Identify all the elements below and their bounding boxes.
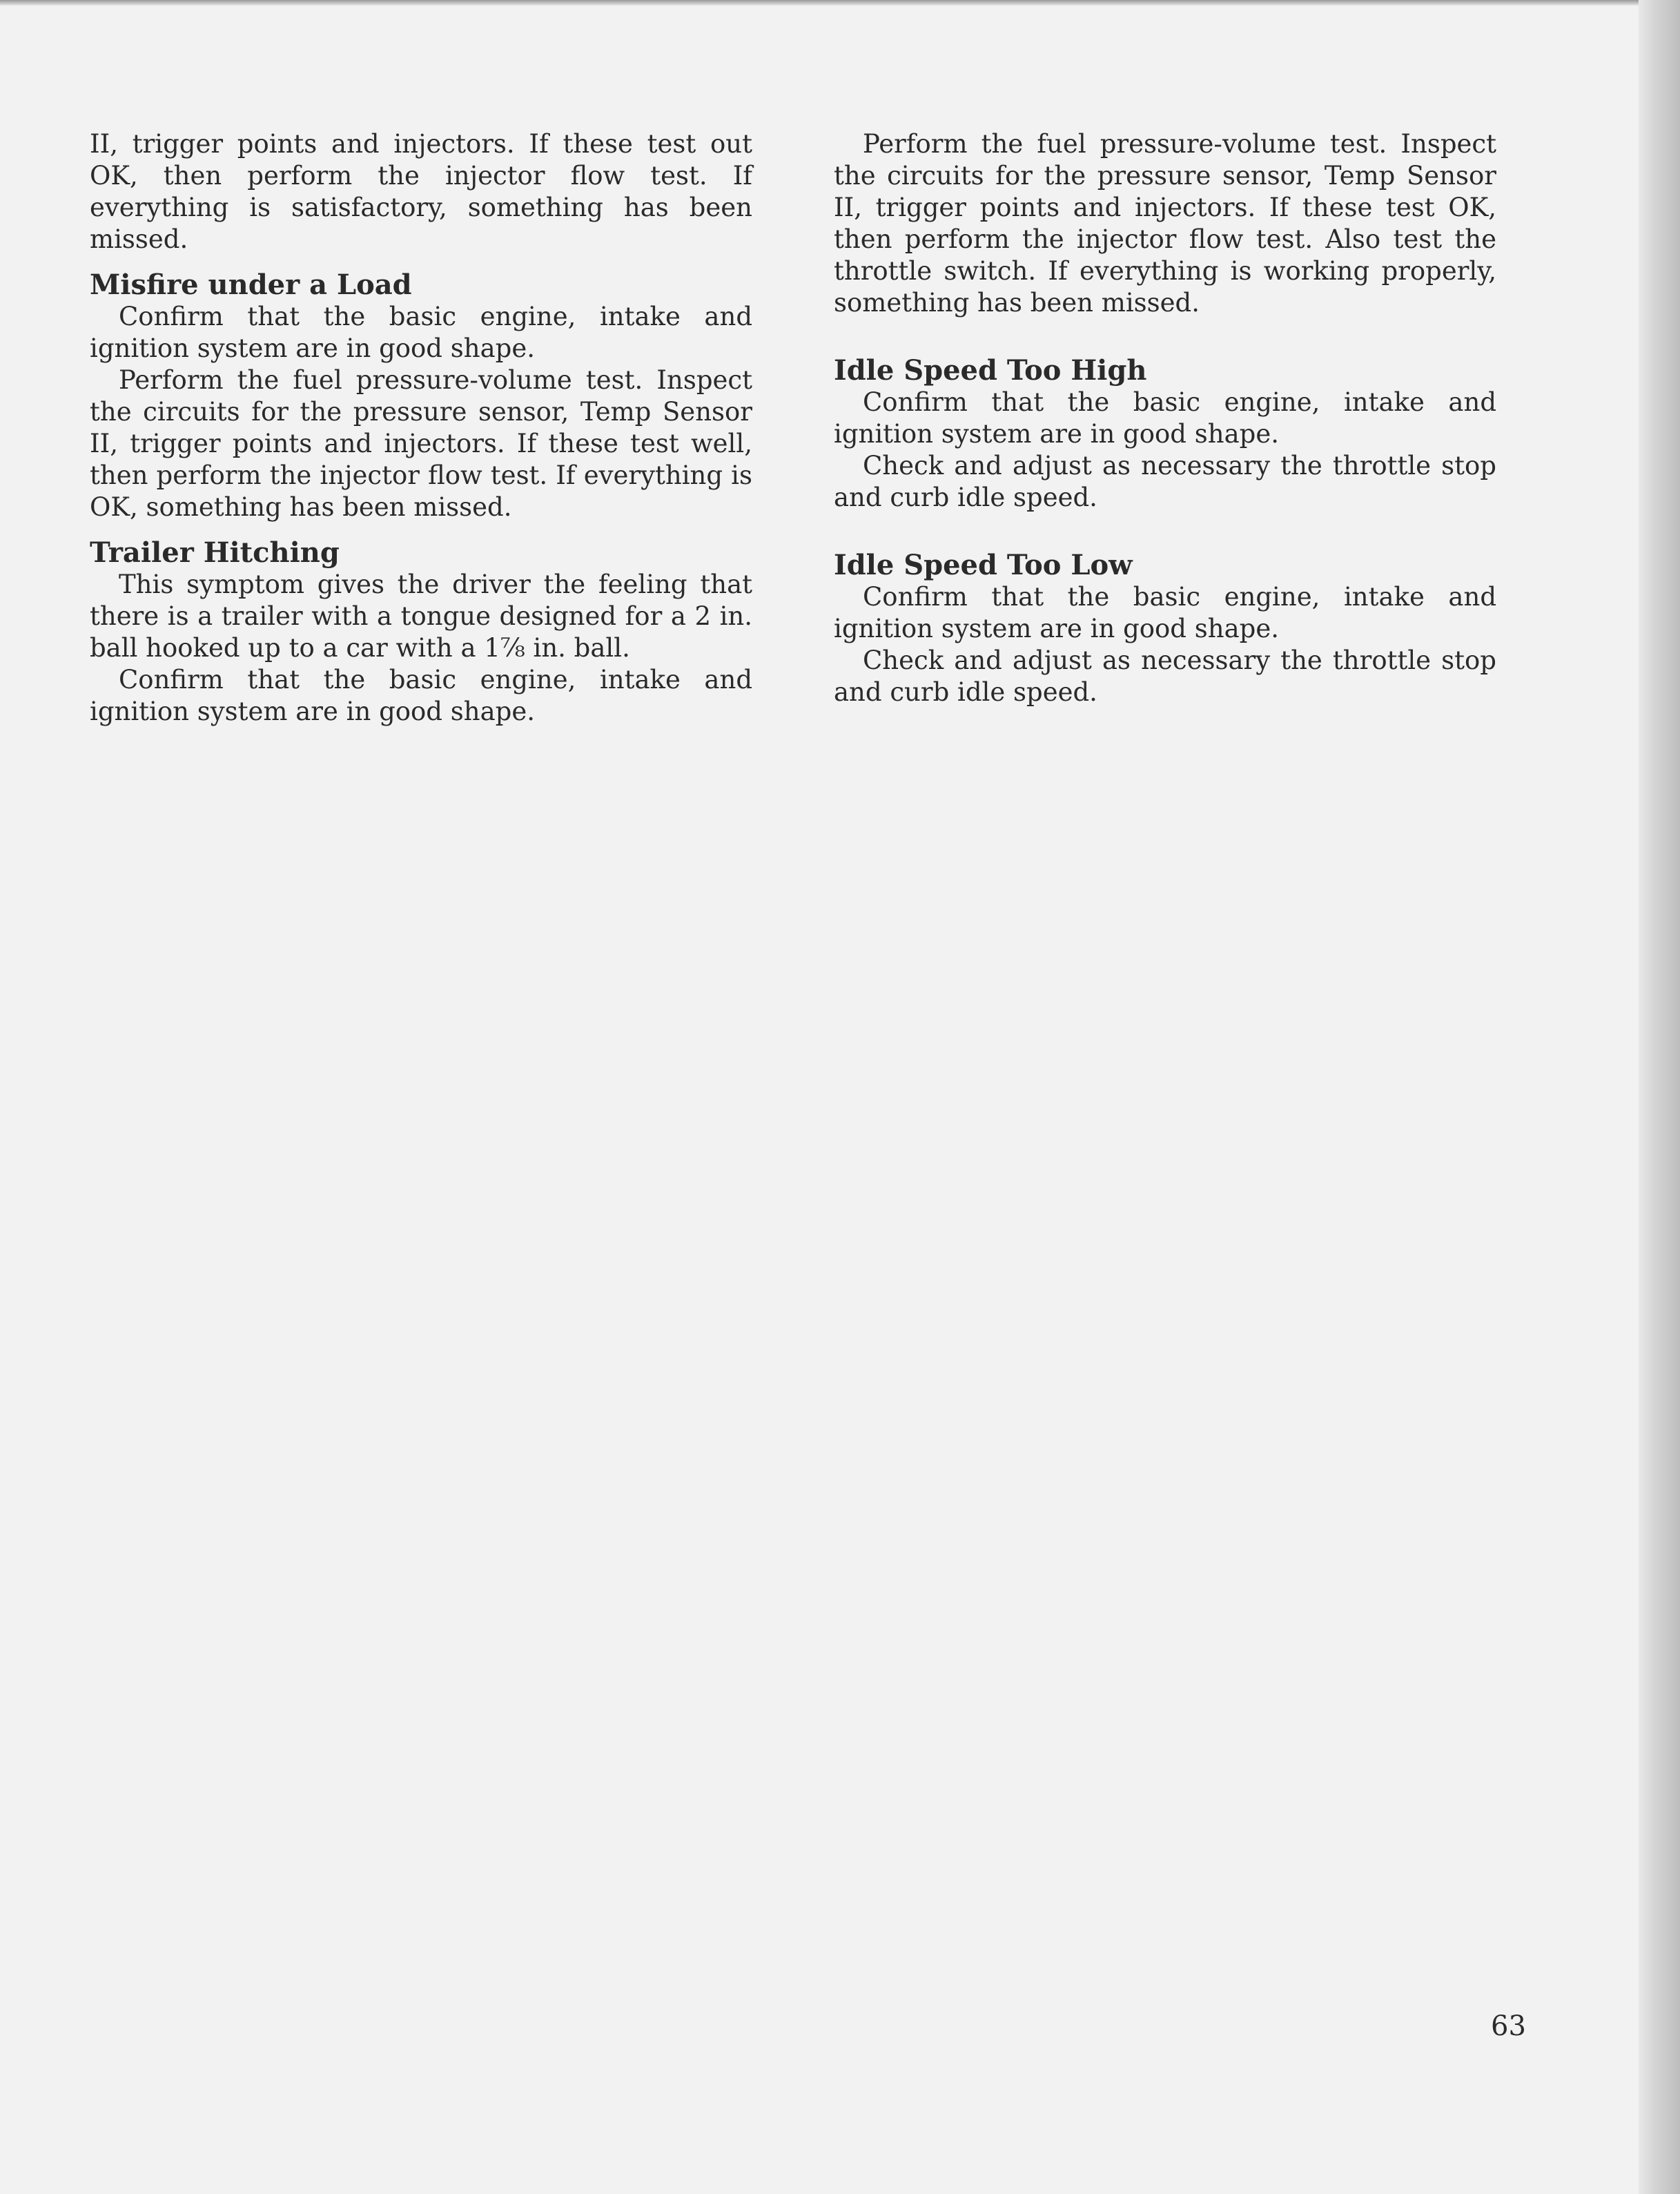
trailer-paragraph-2: Confirm that the basic engine, intake and ignition system are in good shape. xyxy=(90,665,752,726)
idle-high-paragraph-1: Confirm that the basic engine, intake and ignition system are in good shape. xyxy=(834,387,1496,449)
misfire-heading: Misfire under a Load xyxy=(90,269,412,301)
idle-low-paragraph-1: Confirm that the basic engine, intake and ignition system are in good shape. xyxy=(834,582,1496,643)
page-right-edge xyxy=(1639,0,1680,2194)
misfire-paragraph-1: Confirm that the basic engine, intake and ignition system are in good shape. xyxy=(90,302,752,363)
idle-low-heading: Idle Speed Too Low xyxy=(834,549,1133,581)
page-top-edge xyxy=(0,0,1680,6)
page-number: 63 xyxy=(1491,2010,1526,2042)
trailer-paragraph-1: This symptom gives the driver the feeling that there is a trailer with a tongue designed for a 2 in. ball hooked up to a car with a 1⅞ in. ball. xyxy=(90,570,752,663)
left-column xyxy=(90,128,752,728)
idle-low-paragraph-2: Check and adjust as necessary the throttle stop and curb idle speed. xyxy=(834,645,1496,707)
idle-high-heading: Idle Speed Too High xyxy=(834,354,1147,387)
trailer-heading: Trailer Hitching xyxy=(90,536,340,569)
right-column xyxy=(834,128,1496,708)
idle-high-paragraph-2: Check and adjust as necessary the throttle stop and curb idle speed. xyxy=(834,451,1496,512)
right-intro-paragraph: Perform the fuel pressure-volume test. Inspect the circuits for the pressure sensor, Temp Sensor II, trigger points and injectors. If these test OK, then perform the injector flow test. Also test the throttle switch. If everything is working properly, something has been missed. xyxy=(834,129,1496,318)
misfire-paragraph-2: Perform the fuel pressure-volume test. Inspect the circuits for the pressure sensor, Temp Sensor II, trigger points and injectors. If these test well, then perform the injector flow test. If everything is OK, something has been missed. xyxy=(90,365,752,522)
left-intro-paragraph: II, trigger points and injectors. If these test out OK, then perform the injector flow test. If everything is satisfactory, something has been missed. xyxy=(90,129,752,254)
